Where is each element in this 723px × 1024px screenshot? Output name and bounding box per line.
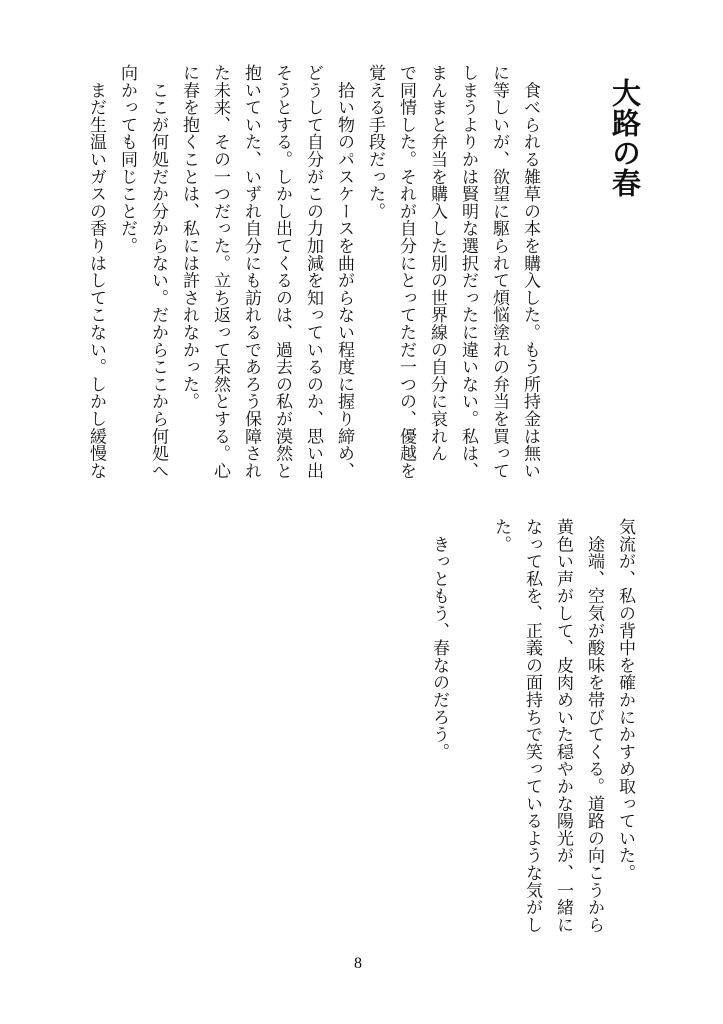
- text-line: に等しいが、欲望に駆られて煩悩塗れの弁当を買って: [489, 64, 509, 480]
- text-line: 途端、空気が酸味を帯びてくる。道路の向こうから: [584, 518, 604, 934]
- text-line: 食べられる雑草の本を購入した。もう所持金は無い: [520, 64, 540, 480]
- page-number: 8: [354, 955, 362, 972]
- text-line: で同情した。それが自分にとってただ一つの、優越を: [396, 64, 416, 480]
- text-line: 向かっても同じことだ。: [117, 64, 137, 255]
- text-line: まんまと弁当を購入した別の世界線の自分に哀れん: [427, 64, 447, 462]
- text-line: 覚える手段だった。: [365, 64, 385, 220]
- text-line: ここが何処だか分からない。だからここから何処へ: [148, 64, 168, 480]
- text-line: 気流が、私の背中を確かにかすめ取っていた。: [615, 518, 635, 882]
- text-line: た未来、その一つだった。立ち返って呆然とする。心: [210, 64, 230, 480]
- text-line: しまうよりかは賢明な選択だったに違いない。私は、: [458, 64, 478, 480]
- upper-text-block: [80, 64, 545, 504]
- text-line: 抱いていた、いずれ自分にも訪れるであろう保障され: [241, 64, 261, 480]
- text-line: た。: [491, 518, 511, 553]
- text-line: どうして自分がこの力加減を知っているのか、思い出: [303, 64, 323, 480]
- text-line: 拾い物のパスケースを曲がらない程度に握り締め、: [334, 64, 354, 480]
- blank-line: [454, 518, 485, 948]
- text-line: きっともう、春なのだろう。: [429, 518, 449, 761]
- chapter-title: 大路の春: [608, 78, 642, 198]
- text-line: 黄色い声がして、皮肉めいた穏やかな陽光が、一緒に: [553, 518, 573, 934]
- text-line: なって私を、正義の面持ちで笑っているような気がし: [522, 518, 542, 934]
- text-line: そうとする。しかし出てくるのは、過去の私が漠然と: [272, 64, 292, 480]
- text-line: まだ生温いガスの香りはしてこない。しかし緩慢な: [86, 64, 106, 480]
- lower-text-block: [423, 518, 640, 948]
- text-line: に春を抱くことは、私には許されなかった。: [179, 64, 199, 410]
